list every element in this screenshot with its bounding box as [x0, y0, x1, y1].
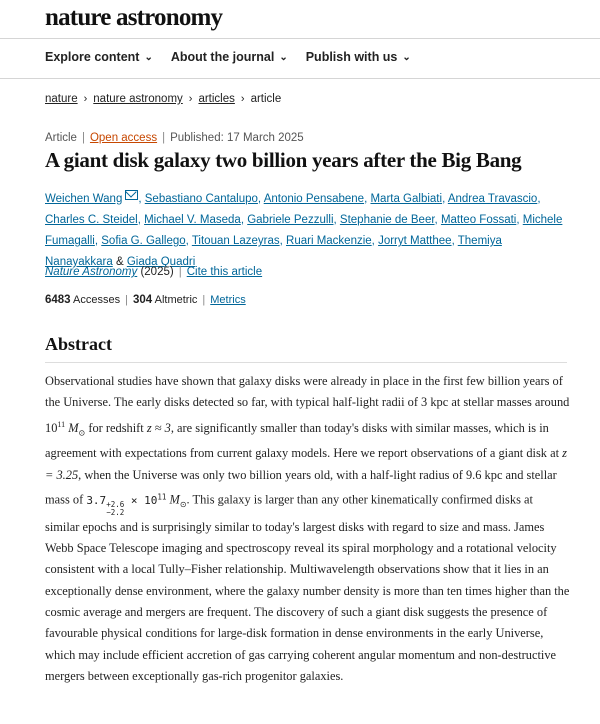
- author-list: Weichen Wang , Sebastiano Cantalupo, Antonio Pensabene, Marta Galbiati, Andrea Travascio, Charles C. Steidel, Michael V. Maseda, Gabriele Pezzulli, Stephanie de Beer, Matteo Fossati, Michele Fumagalli, Sofia G. Gallego, Titouan Lazeyras, Ruari Mackenzie, Jorryt Matthee, Themiya Nanayakkara & Giada Quadri: [45, 189, 565, 273]
- citation-year: (2025): [140, 266, 174, 278]
- author-link[interactable]: Charles C. Steidel: [45, 214, 138, 226]
- author-link[interactable]: Antonio Pensabene: [263, 193, 365, 205]
- main-nav: [45, 50, 411, 64]
- chevron-down-icon: ⌄: [402, 51, 411, 63]
- divider: [45, 362, 567, 363]
- author-link[interactable]: Giada Quadri: [126, 256, 196, 268]
- author-link[interactable]: Jorryt Matthee: [378, 235, 452, 247]
- author-link[interactable]: Stephanie de Beer: [339, 214, 435, 226]
- author-link[interactable]: Michael V. Maseda: [144, 214, 241, 226]
- breadcrumb-nature[interactable]: nature: [45, 93, 78, 105]
- author-link[interactable]: Sofia G. Gallego: [101, 235, 186, 247]
- nav-publish-with-us[interactable]: Publish with us ⌄: [305, 50, 411, 64]
- author-link[interactable]: Themiya Nanayakkara: [45, 235, 502, 268]
- site-logo[interactable]: nature astronomy: [45, 4, 223, 31]
- nav-about-journal[interactable]: About the journal ⌄: [170, 50, 288, 64]
- article-metrics: 6483 Accesses | 304 Altmetric | Metrics: [45, 294, 246, 306]
- abstract-heading: Abstract: [45, 334, 112, 354]
- author-link[interactable]: Weichen Wang: [45, 193, 123, 205]
- breadcrumb: [45, 93, 281, 105]
- accesses-count: 6483: [45, 294, 71, 306]
- open-access-link[interactable]: Open access: [89, 132, 158, 144]
- email-icon[interactable]: [125, 190, 138, 200]
- cite-article-link[interactable]: Cite this article: [186, 266, 263, 278]
- article-meta: Article | Open access | Published: 17 March 2025: [45, 132, 304, 144]
- chevron-down-icon: ⌄: [279, 51, 288, 63]
- article-type: Article: [45, 132, 77, 144]
- altmetric-count: 304: [132, 294, 153, 306]
- chevron-down-icon: ⌄: [144, 51, 153, 63]
- stellar-mass-value: 3.7 +2.6 −2.2 × $10^{11}$: [86, 492, 167, 517]
- author-link[interactable]: Titouan Lazeyras: [191, 235, 280, 247]
- author-link[interactable]: Matteo Fossati: [440, 214, 517, 226]
- article-title: A giant disk galaxy two billion years after the Big Bang: [45, 148, 522, 172]
- published-date: Published: 17 March 2025: [170, 132, 304, 144]
- altmetric-label: Altmetric: [154, 294, 198, 306]
- chevron-right-icon: ›: [240, 93, 245, 105]
- divider: [0, 38, 600, 39]
- accesses-label: Accesses: [73, 294, 121, 306]
- author-link[interactable]: Gabriele Pezzulli: [247, 214, 334, 226]
- breadcrumb-articles[interactable]: articles: [198, 93, 235, 105]
- nav-explore-content[interactable]: Explore content ⌄: [45, 50, 153, 64]
- author-link[interactable]: Ruari Mackenzie: [286, 235, 372, 247]
- breadcrumb-nature-astronomy[interactable]: nature astronomy: [93, 93, 183, 105]
- divider: [0, 78, 600, 79]
- author-link[interactable]: Sebastiano Cantalupo: [144, 193, 258, 205]
- chevron-right-icon: ›: [188, 93, 193, 105]
- citation-line: Nature Astronomy (2025) | Cite this article: [45, 266, 263, 278]
- author-link[interactable]: Michele Fumagalli: [45, 214, 563, 247]
- author-link[interactable]: Marta Galbiati: [370, 193, 443, 205]
- journal-name[interactable]: Nature Astronomy: [45, 266, 138, 278]
- abstract-body: Observational studies have shown that galaxy disks were already in place in the first few billion years of the Universe. The early disks detected so far, with typical half-light radii of 3 kpc at stellar masses around $10^{11}$ $M_⊙$ for redshift z ≈ 3, are significantly smaller than today's disks with similar masses, which is in agreement with expectations from current galaxy models. Here we report observations of a giant disk at z = 3.25, when the Universe was only two billion years old, with a half-light radius of 9.6 kpc and stellar mass of 3.7 +2.6 −2.2 × $10^{11}$ $M_⊙$. This galaxy is larger than any other kinematically confirmed disks at similar epochs and is surprisingly similar to today's largest disks with regard to size and mass. James Webb Space Telescope imaging and spectroscopy reveal its spiral morphology and a rotational velocity consistent with a local Tully–Fisher relationship. Multiwavelength observations show that it lies in an exceptionally dense environment, where the galaxy number density is more than ten times higher than the cosmic average and mergers are frequent. The discovery of such a giant disk suggests the presence of favourable physical conditions for large-disk formation in dense environments in the early Universe, which may include efficient accretion of gas carrying coherent angular momentum and non-destructive mergers between exceptionally gas-rich progenitor galaxies.: [45, 374, 570, 683]
- metrics-link[interactable]: Metrics: [210, 294, 246, 306]
- breadcrumb-current: article: [250, 93, 282, 105]
- chevron-right-icon: ›: [83, 93, 88, 105]
- author-link[interactable]: Andrea Travascio: [447, 193, 538, 205]
